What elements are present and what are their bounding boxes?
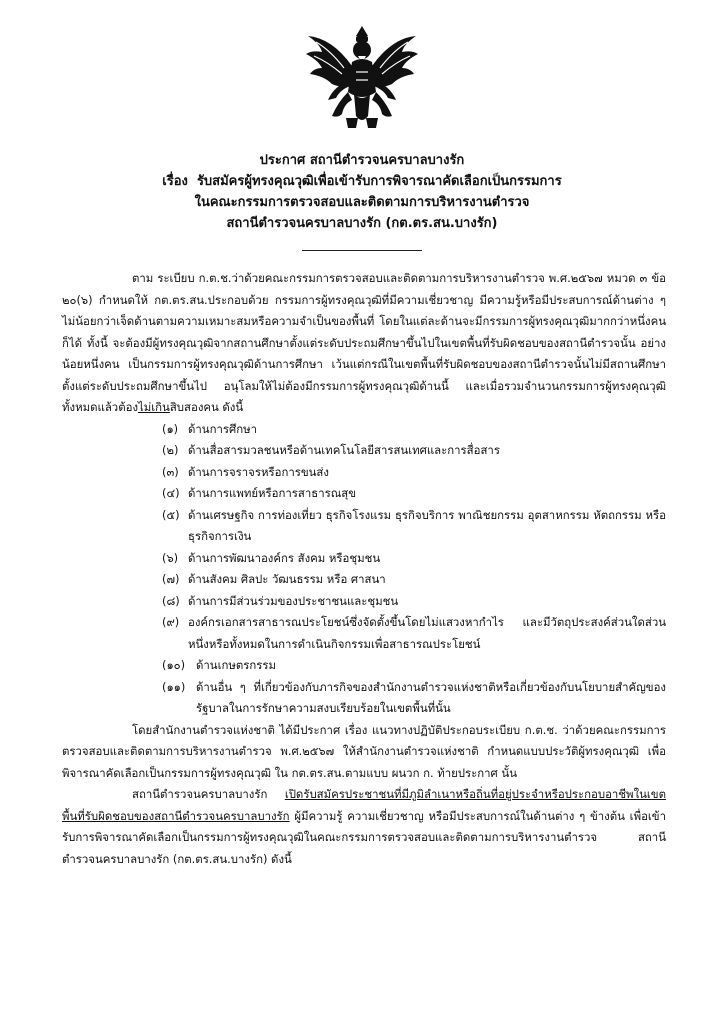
paragraph-recruitment xyxy=(62,784,666,870)
item-number: (๘) xyxy=(162,593,180,608)
list-item xyxy=(62,569,666,591)
paragraph-recruitment-tail: ผู้มีความรู้ ความเชี่ยวชาญ หรือมีประสบการณ์ในด้านต่าง ๆ ข้างต้น เพื่อเข้ารับการพิจารณาคัดเลือกเป็นกรรมการผู้ทรงคุณวุฒิในคณะกรรมการตรวจสอบและติดตามการบริหารงานตำรวจ สถานีตำรวจนครบาลบางรัก (กต.ตร.สน.บางรัก) ดังนี้ xyxy=(62,808,666,866)
item-number: (๑๑) xyxy=(162,679,186,694)
subject-line-2: ในคณะกรรมการตรวจสอบและติดตามการบริหารงานตำรวจ xyxy=(194,195,530,210)
announcement-header xyxy=(60,150,664,234)
header-divider xyxy=(302,250,422,251)
list-item xyxy=(62,462,666,484)
list-item xyxy=(62,548,666,570)
item-text: ด้านการแพทย์หรือการสาธารณสุข xyxy=(188,486,357,500)
station-name: สถานีตำรวจนครบาลบางรัก xyxy=(132,787,285,801)
paragraph-regulation xyxy=(62,268,666,419)
item-number: (๙) xyxy=(162,615,180,629)
item-text: ด้านอื่น ๆ ที่เกี่ยวข้องกับภารกิจของสำนักงานตำรวจแห่งชาติหรือเกี่ยวข้องกับนโยบายสำคัญของรัฐบาลในการรักษาความสงบเรียบร้อยในเขตพื้นที่นั้น xyxy=(196,679,666,715)
list-item xyxy=(62,591,666,613)
item-text: ด้านการมีส่วนร่วมของประชาชนและชุมชน xyxy=(188,593,399,608)
item-text: ด้านการจราจรหรือการขนส่ง xyxy=(188,464,329,479)
item-number: (๕) xyxy=(162,507,180,522)
announcement-subject xyxy=(60,171,664,192)
item-text: องค์กรเอกสารสาธารณประโยชน์ซึ่งจัดตั้งขึ้นโดยไม่แสวงหากำไร และมีวัตถุประสงค์ส่วนใดส่วนหนึ่งหรือทั้งหมดในการดำเนินกิจกรรมเพื่อสาธารณประโยชน์ xyxy=(188,615,666,651)
expertise-list xyxy=(62,419,666,720)
underlined-eligibility: เปิดรับสมัครประชาชนที่มีภูมิลำเนาหรือถิ่นที่อยู่ประจำหรือประกอบอาชีพในเขตพื้นที่รับผิดชอบของสถานีตำรวจนครบาลบางรัก xyxy=(62,787,666,823)
list-item xyxy=(62,419,666,441)
item-number: (๖) xyxy=(162,550,179,565)
item-text: ด้านการพัฒนาองค์กร สังคม หรือชุมชน xyxy=(188,550,381,565)
announcement-title: ประกาศ สถานีตำรวจนครบาลบางรัก xyxy=(259,153,465,168)
paragraph-guideline: โดยสำนักงานตำรวจแห่งชาติ ได้มีประกาศ เรื่อง แนวทางปฏิบัติประกอบระเบียบ ก.ต.ช. ว่าด้วยคณะกรรมการตรวจสอบและติดตามการบริหารงานตำรวจ พ.ศ.๒๕๖๗ ให้สำนักงานตำรวจแห่งชาติ กำหนดแบบประวัติผู้ทรงคุณวุฒิ เพื่อพิจารณาคัดเลือกเป็นกรรมการผู้ทรงคุณวุฒิ ใน กต.ตร.สน.ตามแบบ ผนวก ก. ท้ายประกาศ นั้น xyxy=(62,722,666,780)
garuda-emblem-icon xyxy=(302,22,422,134)
announcement-body xyxy=(62,268,666,870)
item-text: ด้านเกษตรกรรม xyxy=(196,658,277,672)
list-item xyxy=(62,655,666,677)
subject-label: เรื่อง xyxy=(162,174,188,189)
item-number: (๔) xyxy=(162,486,180,500)
item-text: ด้านเศรษฐกิจ การท่องเที่ยว ธุรกิจโรงแรม ธุรกิจบริการ พาณิชยกรรม อุตสาหกรรม หัตถกรรม หรือธุรกิจการเงิน xyxy=(188,507,666,543)
item-number: (๗) xyxy=(162,572,180,586)
item-text: ด้านสังคม ศิลปะ วัฒนธรรม หรือ ศาสนา xyxy=(188,572,386,586)
item-number: (๒) xyxy=(162,443,179,457)
item-text: ด้านสื่อสารมวลชนหรือด้านเทคโนโลยีสารสนเทศและการสื่อสาร xyxy=(188,443,500,457)
item-number: (๑๐) xyxy=(162,658,186,672)
item-number: (๑) xyxy=(162,421,179,436)
list-item xyxy=(62,677,666,720)
item-text: ด้านการศึกษา xyxy=(188,421,258,436)
subject-line-3: สถานีตำรวจนครบาลบางรัก (กต.ตร.สน.บางรัก) xyxy=(226,216,498,231)
paragraph-regulation-text: ตาม ระเบียบ ก.ต.ช.ว่าด้วยคณะกรรมการตรวจสอบและติดตามการบริหารงานตำรวจ พ.ศ.๒๕๖๗ หมวด ๓ ข้อ ๒๐(๖) กำหนดให้ กต.ตร.สน.ประกอบด้วย กรรมการผู้ทรงคุณวุฒิที่มีความเชี่ยวชาญ มีความรู้หรือมีประสบการณ์ด้านต่าง ๆ ไม่น้อยกว่าเจ็ดด้านตามความเหมาะสมหรือความจำเป็นของพื้นที่ โดยในแต่ละด้านจะมีกรรมการผู้ทรงคุณวุฒิมากกว่าหนึ่งคน ก็ได้ ทั้งนี้ จะต้องมีผู้ทรงคุณวุฒิจากสถานศึกษาตั้งแต่ระดับประถมศึกษาขึ้นไปในเขตพื้นที่รับผิดชอบของสถานีตำรวจนั้น อย่างน้อยหนึ่งคน เป็นกรรมการผู้ทรงคุณวุฒิด้านการศึกษา เว้นแต่กรณีในเขตพื้นที่รับผิดชอบของสถานีตำรวจนั้นไม่มีสถานศึกษาตั้งแต่ระดับประถมศึกษาขึ้นไป อนุโลมให้ไม่ต้องมีกรรมการผู้ทรงคุณวุฒิด้านนี้ และเมื่อรวมจำนวนกรรมการผู้ทรงคุณวุฒิทั้งหมดแล้วต้อง xyxy=(62,271,666,414)
paragraph-regulation-tail: สิบสองคน ดังนี้ xyxy=(169,400,244,414)
list-item xyxy=(62,505,666,548)
subject-line-1: รับสมัครผู้ทรงคุณวุฒิเพื่อเข้ารับการพิจารณาคัดเลือกเป็นกรรมการ xyxy=(196,174,562,189)
list-item xyxy=(62,483,666,505)
item-number: (๓) xyxy=(162,464,179,479)
underlined-limit: ไม่เกิน xyxy=(138,400,170,414)
list-item xyxy=(62,612,666,655)
list-item xyxy=(62,440,666,462)
